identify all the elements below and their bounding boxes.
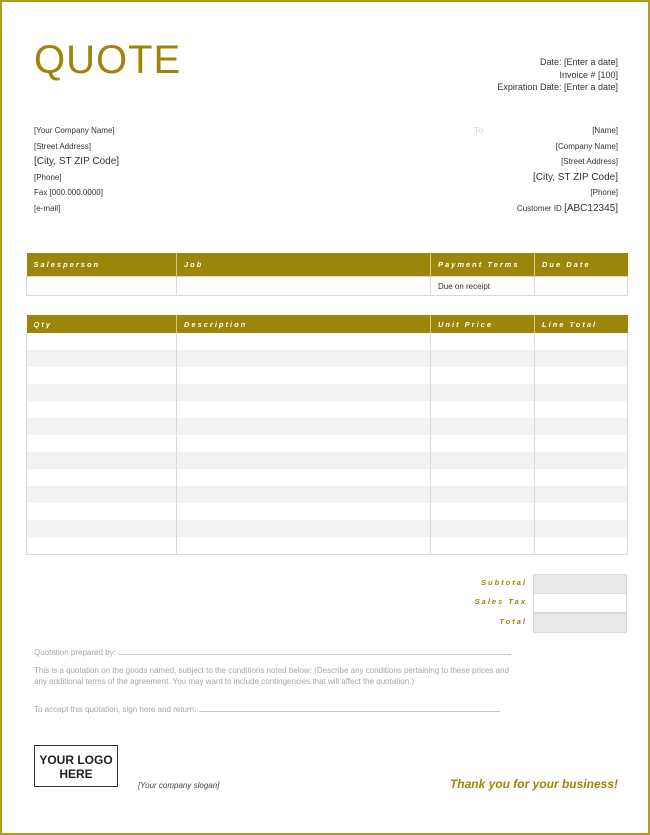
table-row <box>27 435 628 452</box>
table-row <box>27 537 628 555</box>
recipient-city[interactable]: [City, ST ZIP Code] <box>532 171 618 183</box>
job-table-row <box>27 277 628 296</box>
logo-placeholder[interactable] <box>34 745 118 787</box>
line-total-cell[interactable] <box>535 520 628 537</box>
table-row <box>27 384 628 401</box>
line-total-cell[interactable] <box>535 333 628 350</box>
description-cell[interactable] <box>177 486 431 503</box>
unit-price-cell[interactable] <box>431 401 535 418</box>
qty-cell[interactable] <box>27 503 177 520</box>
sender-block <box>34 123 119 216</box>
customer-id-label: Customer ID <box>516 203 562 213</box>
accept-row <box>34 704 500 715</box>
job-cell[interactable] <box>177 277 431 296</box>
job-table <box>26 253 628 296</box>
unit-price-cell[interactable] <box>431 452 535 469</box>
sales-tax-label: Sales Tax <box>474 597 527 607</box>
total-value <box>533 613 627 633</box>
signature-line[interactable] <box>199 711 500 712</box>
unit-price-cell[interactable] <box>431 520 535 537</box>
line-total-cell[interactable] <box>535 367 628 384</box>
description-cell[interactable] <box>177 537 431 555</box>
header-due-date: Due Date <box>535 253 628 277</box>
unit-price-cell[interactable] <box>431 503 535 520</box>
accept-label: To accept this quotation, sign here and return: <box>34 705 197 714</box>
salesperson-cell[interactable] <box>27 277 177 296</box>
subtotal-value <box>533 574 627 594</box>
company-slogan[interactable]: [Your company slogan] <box>138 781 220 790</box>
description-cell[interactable] <box>177 333 431 350</box>
line-total-cell[interactable] <box>535 435 628 452</box>
qty-cell[interactable] <box>27 367 177 384</box>
table-row <box>27 367 628 384</box>
total-label: Total <box>499 616 527 626</box>
unit-price-cell[interactable] <box>431 435 535 452</box>
unit-price-cell[interactable] <box>431 537 535 555</box>
qty-cell[interactable] <box>27 537 177 555</box>
qty-cell[interactable] <box>27 520 177 537</box>
qty-cell[interactable] <box>27 435 177 452</box>
line-total-cell[interactable] <box>535 384 628 401</box>
description-cell[interactable] <box>177 418 431 435</box>
recipient-street[interactable]: [Street Address] <box>561 157 618 166</box>
qty-cell[interactable] <box>27 452 177 469</box>
sender-phone[interactable]: [Phone] <box>34 172 62 182</box>
date-field[interactable]: Date: [Enter a date] <box>539 57 618 67</box>
logo-text-line1: YOUR LOGO <box>39 753 113 767</box>
prepared-by-line[interactable] <box>118 654 511 655</box>
prepared-by-label: Quotation prepared by: <box>34 648 116 657</box>
unit-price-cell[interactable] <box>431 418 535 435</box>
header-unit-price: Unit Price <box>431 315 535 333</box>
subtotal-label: Subtotal <box>481 578 527 587</box>
sender-company[interactable]: [Your Company Name] <box>34 126 115 135</box>
unit-price-cell[interactable] <box>431 469 535 486</box>
table-row <box>27 333 628 350</box>
line-total-cell[interactable] <box>535 537 628 555</box>
sender-street[interactable]: [Street Address] <box>34 141 91 151</box>
unit-price-cell[interactable] <box>431 333 535 350</box>
header-qty: Qty <box>27 315 177 333</box>
due-date-cell[interactable] <box>535 277 628 296</box>
description-cell[interactable] <box>177 469 431 486</box>
line-total-cell[interactable] <box>535 503 628 520</box>
recipient-block <box>517 123 618 216</box>
table-row <box>27 520 628 537</box>
conditions-text: This is a quotation on the goods named, subject to the conditions noted below: (Describe any conditions pertaining to these prices and any additional terms of the agreement. You may want to include contingencies that will affect the quotation.) <box>34 666 509 686</box>
description-cell[interactable] <box>177 503 431 520</box>
customer-id-value[interactable]: [ABC12345] <box>564 202 618 214</box>
to-label: To <box>474 125 483 135</box>
totals-block <box>26 574 627 632</box>
quote-meta <box>497 56 618 94</box>
header-salesperson: Salesperson <box>27 253 177 277</box>
recipient-phone[interactable]: [Phone] <box>590 188 618 197</box>
header-line-total: Line Total <box>535 315 628 333</box>
unit-price-cell[interactable] <box>431 350 535 367</box>
description-cell[interactable] <box>177 520 431 537</box>
subtotal-row <box>26 574 627 593</box>
qty-cell[interactable] <box>27 486 177 503</box>
line-total-cell[interactable] <box>535 350 628 367</box>
prepared-by-row <box>34 647 511 658</box>
table-row <box>27 418 628 435</box>
unit-price-cell[interactable] <box>431 486 535 503</box>
qty-cell[interactable] <box>27 401 177 418</box>
qty-cell[interactable] <box>27 418 177 435</box>
header-description: Description <box>177 315 431 333</box>
table-row <box>27 486 628 503</box>
qty-cell[interactable] <box>27 350 177 367</box>
sales-tax-row <box>26 593 627 612</box>
line-total-cell[interactable] <box>535 469 628 486</box>
logo-text-line2: HERE <box>59 767 93 781</box>
qty-cell[interactable] <box>27 333 177 350</box>
sender-email[interactable]: [e-mail] <box>34 203 61 213</box>
customer-id-row <box>517 201 618 217</box>
line-total-cell[interactable] <box>535 418 628 435</box>
total-row <box>26 613 627 632</box>
invoice-number-field[interactable]: Invoice # [100] <box>559 69 618 80</box>
description-cell[interactable] <box>177 367 431 384</box>
line-total-cell[interactable] <box>535 401 628 418</box>
page-title: QUOTE <box>34 38 182 82</box>
table-row <box>27 401 628 418</box>
items-table-header <box>27 315 628 333</box>
items-table <box>26 315 628 555</box>
description-cell[interactable] <box>177 452 431 469</box>
line-total-cell[interactable] <box>535 452 628 469</box>
payment-terms-cell[interactable]: Due on receipt <box>431 277 535 296</box>
table-row <box>27 350 628 367</box>
qty-cell[interactable] <box>27 384 177 401</box>
table-row <box>27 503 628 520</box>
table-row <box>27 452 628 469</box>
header-payment-terms: Payment Terms <box>431 253 535 277</box>
description-cell[interactable] <box>177 350 431 367</box>
description-cell[interactable] <box>177 401 431 418</box>
table-row <box>27 469 628 486</box>
expiration-date-field[interactable]: Expiration Date: [Enter a date] <box>497 82 618 92</box>
unit-price-cell[interactable] <box>431 384 535 401</box>
recipient-company[interactable]: [Company Name] <box>555 141 618 151</box>
line-total-cell[interactable] <box>535 486 628 503</box>
description-cell[interactable] <box>177 384 431 401</box>
header-job: Job <box>177 253 431 277</box>
qty-cell[interactable] <box>27 469 177 486</box>
description-cell[interactable] <box>177 435 431 452</box>
sender-fax[interactable]: Fax [000.000.0000] <box>34 188 103 197</box>
recipient-name[interactable]: [Name] <box>592 126 618 135</box>
unit-price-cell[interactable] <box>431 367 535 384</box>
sales-tax-value[interactable] <box>533 593 627 613</box>
thank-you-message: Thank you for your business! <box>449 777 618 791</box>
job-table-header <box>27 253 628 277</box>
sender-city[interactable]: [City, ST ZIP Code] <box>34 156 120 167</box>
